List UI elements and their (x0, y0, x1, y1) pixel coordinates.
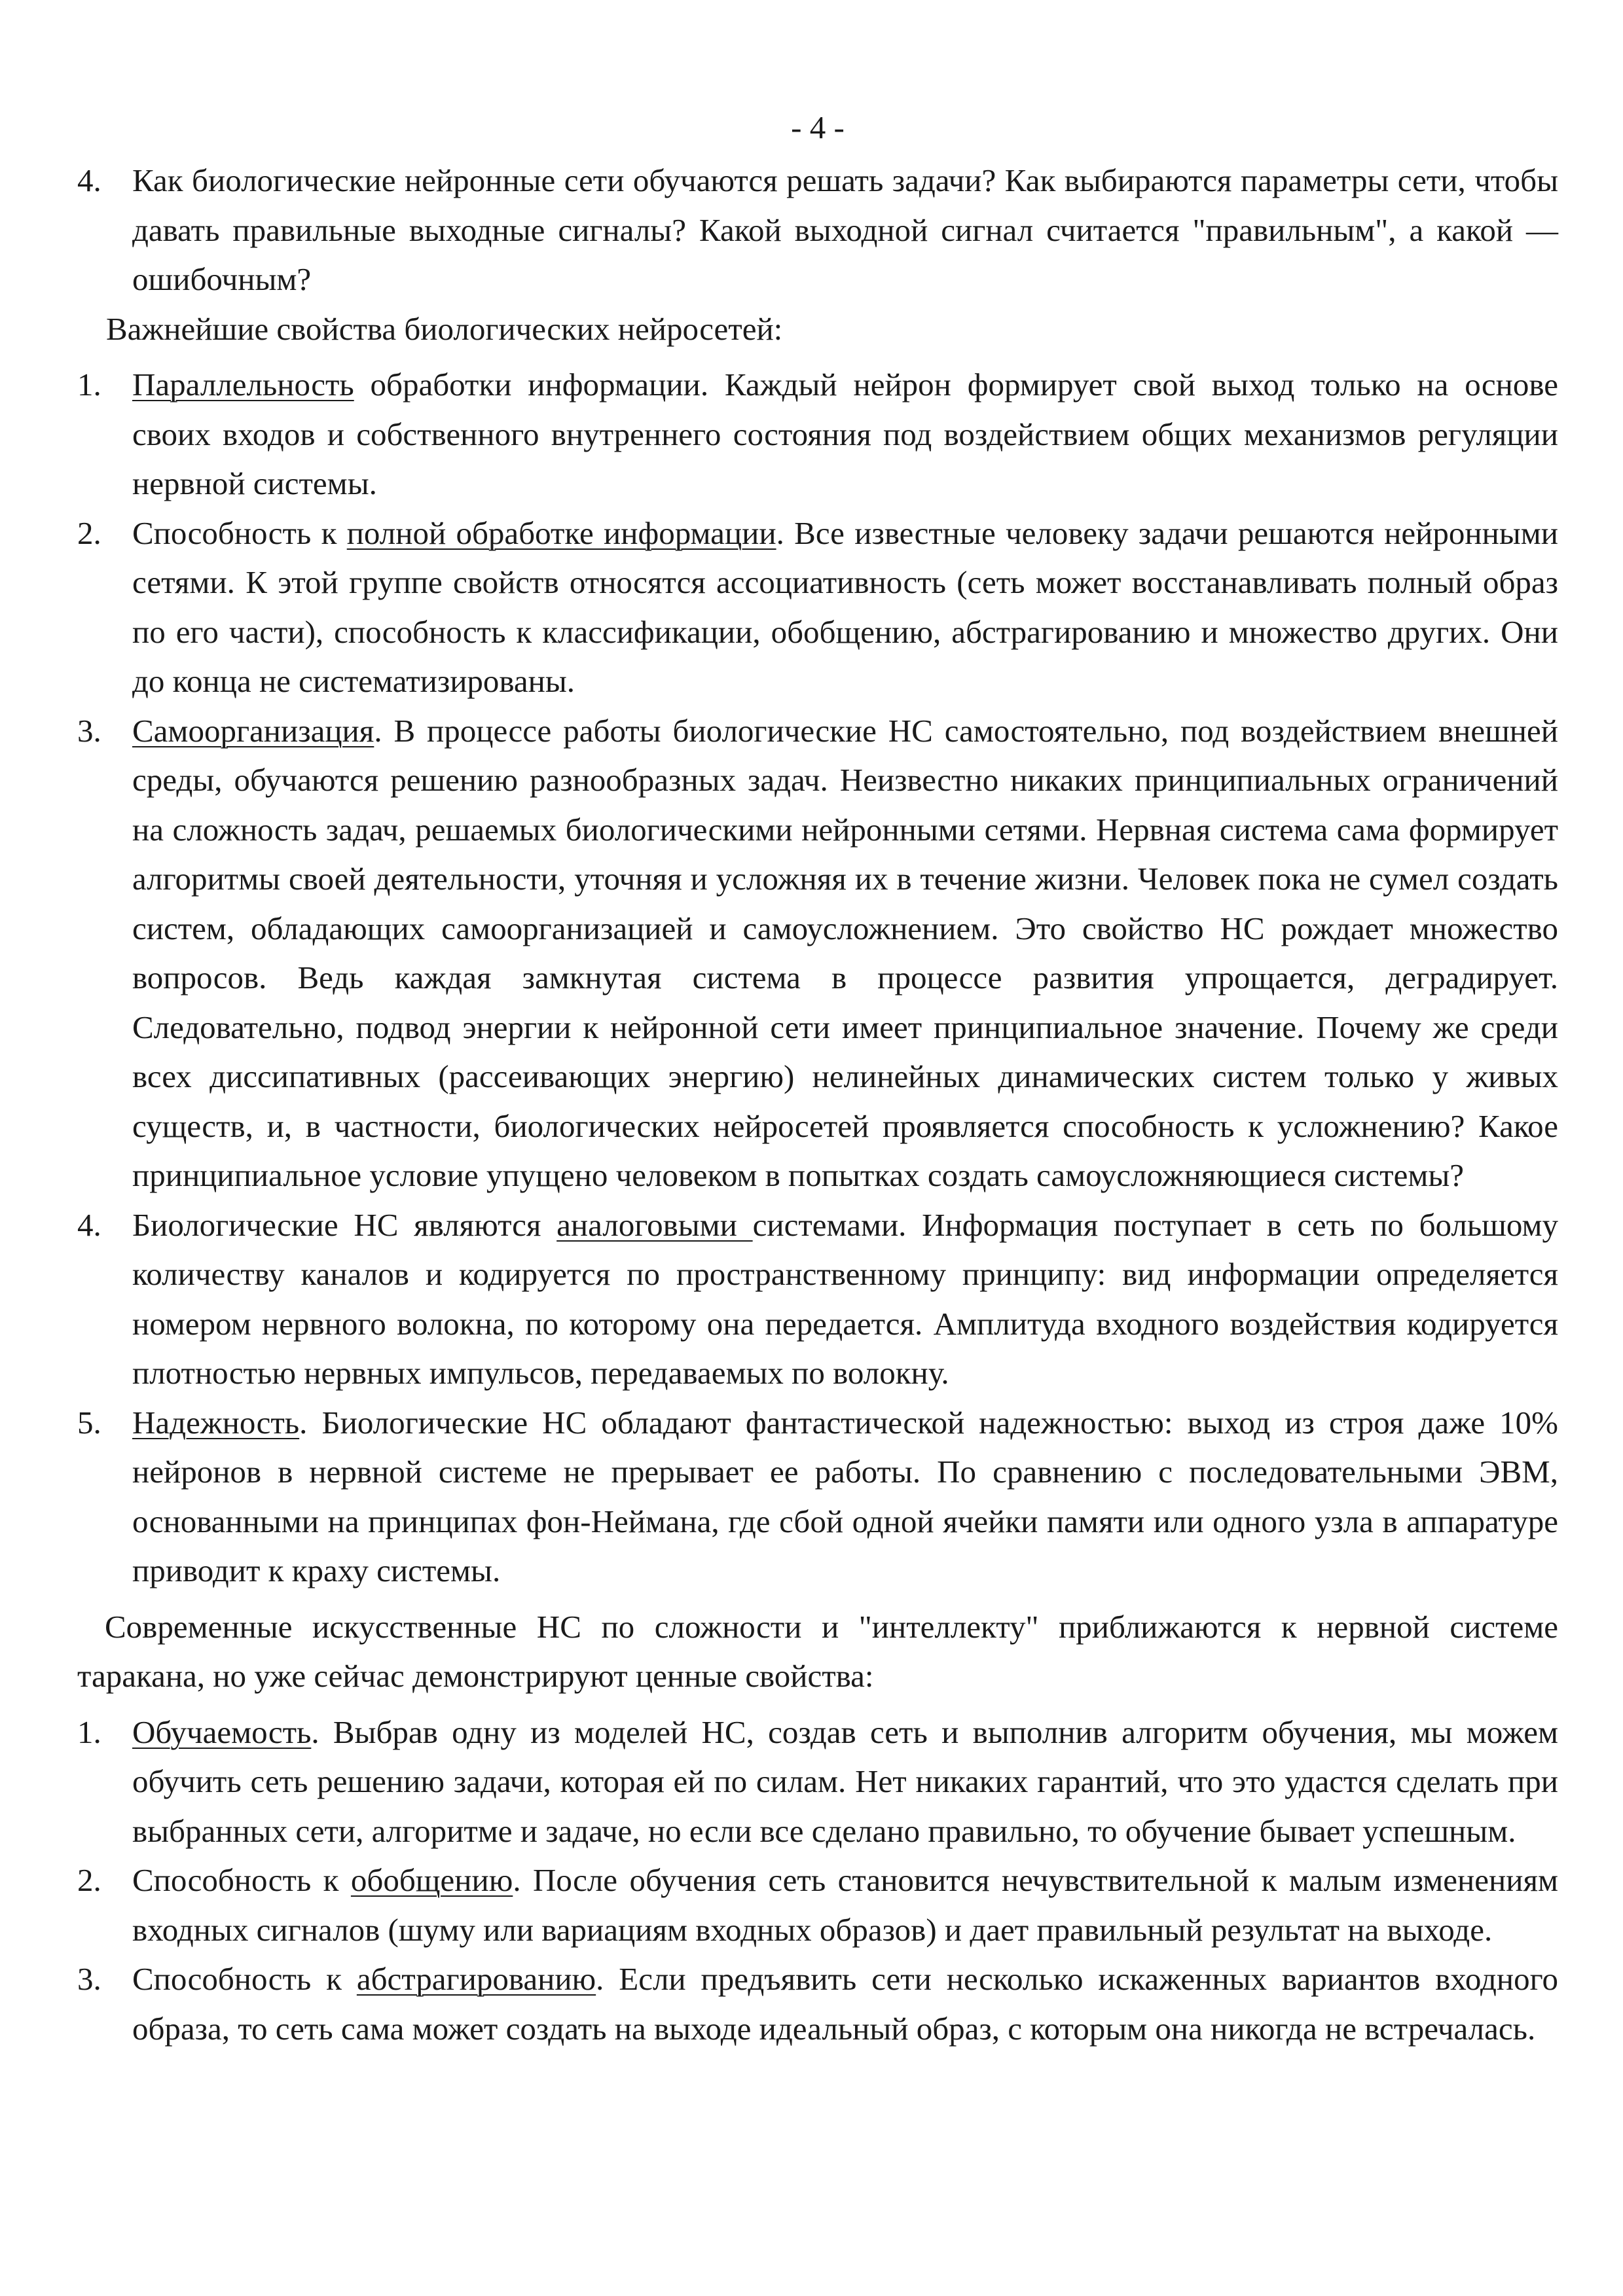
list-number: 4. (77, 162, 101, 198)
list-number: 1. (77, 1713, 101, 1750)
property-term: Надежность (132, 1404, 300, 1441)
property-text: обработки информации. Каждый нейрон формирует свой выход только на основе своих входов и собственного внутреннего состояния под воздействием общих механизмов регуляции нервной системы. (132, 367, 1558, 501)
property-text: . Биологические НС обладают фантастической надежностью: выход из строя даже 10% нейронов в нервной системе не прерывает ее работы. По сравнению с последовательными ЭВМ, основанными на принципах фон-Неймана, где сбой одной ячейки памяти или одного узла в аппаратуре приводит к краху системы. (132, 1404, 1558, 1588)
bio-property-4 (77, 1200, 1558, 1398)
list-number: 3. (77, 712, 101, 749)
property-pre: Способность к (132, 1961, 357, 1997)
list-number: 3. (77, 1961, 101, 1997)
property-text: . Все известные человеку задачи решаются нейронными сетями. К этой группе свойств относятся ассоциативность (сеть может восстанавливать полный образ по его части), способность к классификации, обобщению, абстрагированию и множество других. Они до конца не систематизированы. (132, 514, 1558, 699)
property-text: . В процессе работы биологические НС самостоятельно, под воздействием внешней среды, обучаются решению разнообразных задач. Неизвестно никаких принципиальных ограничений на сложность задач, решаемых биологическими нейронными сетями. Нервная система сама формирует алгоритмы своей деятельности, уточняя и усложняя их в течение жизни. Человек пока не сумел создать систем, обладающих самоорганизацией и самоусложнением. Это свойство НС рождает множество вопросов. Ведь каждая замкнутая система в процессе развития упрощается, деградирует. Следовательно, подвод энергии к нейронной сети имеет принципиальное значение. Почему же среди всех диссипативных (рассеивающих энергию) нелинейных динамических систем только у живых существ, и, в частности, биологических нейросетей проявляется способность к усложнению? Какое принципиальное условие упущено человеком в попытках создать самоусложняющиеся системы? (132, 712, 1558, 1193)
bio-properties-list (77, 360, 1558, 1596)
art-property-1 (77, 1708, 1558, 1856)
bio-property-3 (77, 706, 1558, 1200)
property-term: аналоговыми (556, 1206, 753, 1243)
property-term: обобщению (350, 1862, 513, 1898)
property-term: полной обработке информации (346, 514, 776, 551)
question-text: Как биологические нейронные сети обучаются решать задачи? Как выбираются параметры сети, чтобы давать правильные выходные сигналы? Какой выходной сигнал считается "правильным", а какой — ошибочным? (132, 162, 1558, 297)
bio-property-2 (77, 509, 1558, 706)
bio-properties-intro: Важнейшие свойства биологических нейросетей: (106, 310, 783, 347)
art-property-3 (77, 1954, 1558, 2053)
property-pre: Способность к (132, 1862, 351, 1898)
property-text: . После обучения сеть становится нечувствительной к малым изменениям входных сигналов (шуму или вариациям входных образов) и дает правильный результат на выходе. (132, 1862, 1558, 1948)
art-property-2 (77, 1856, 1558, 1954)
property-term: абстрагированию (356, 1961, 596, 1997)
list-number: 2. (77, 1862, 101, 1898)
bio-property-5 (77, 1398, 1558, 1596)
list-number: 2. (77, 514, 101, 551)
bio-property-1 (77, 360, 1558, 509)
property-term: Самоорганизация (132, 712, 374, 749)
document-page (77, 105, 1558, 2053)
property-term: Обучаемость (132, 1713, 312, 1750)
property-text: . Выбрав одну из моделей НС, создав сеть и выполнив алгоритм обучения, мы можем обучить сеть решению задачи, которая ей по силам. Нет никаких гарантий, что это удастся сделать при выбранных сети, алгоритме и задаче, но если все сделано правильно, то обучение бывает успешным. (132, 1713, 1558, 1849)
artificial-properties-intro: Современные искусственные НС по сложности и "интеллекту" приближаются к нервной системе таракана, но уже сейчас демонстрируют ценные свойства: (77, 1608, 1558, 1694)
question-list (77, 156, 1558, 304)
property-pre: Способность к (132, 514, 347, 551)
page-number: - 4 - (791, 109, 845, 145)
property-text: системами. Информация поступает в сеть по большому количеству каналов и кодируется по пространственному принципу: вид информации определяется номером нервного волокна, по которому она передается. Амплитуда входного воздействия кодируется плотностью нервных импульсов, передаваемых по волокну. (132, 1206, 1558, 1391)
question-item-4 (77, 156, 1558, 304)
list-number: 1. (77, 367, 101, 403)
property-pre: Биологические НС являются (132, 1206, 557, 1243)
artificial-properties-list (77, 1708, 1558, 2054)
property-text: . Если предъявить сети несколько искаженных вариантов входного образа, то сеть сама может создать на выходе идеальный образ, с которым она никогда не встречалась. (132, 1961, 1559, 2047)
list-number: 4. (77, 1206, 101, 1243)
list-number: 5. (77, 1404, 101, 1441)
property-term: Параллельность (132, 367, 354, 403)
